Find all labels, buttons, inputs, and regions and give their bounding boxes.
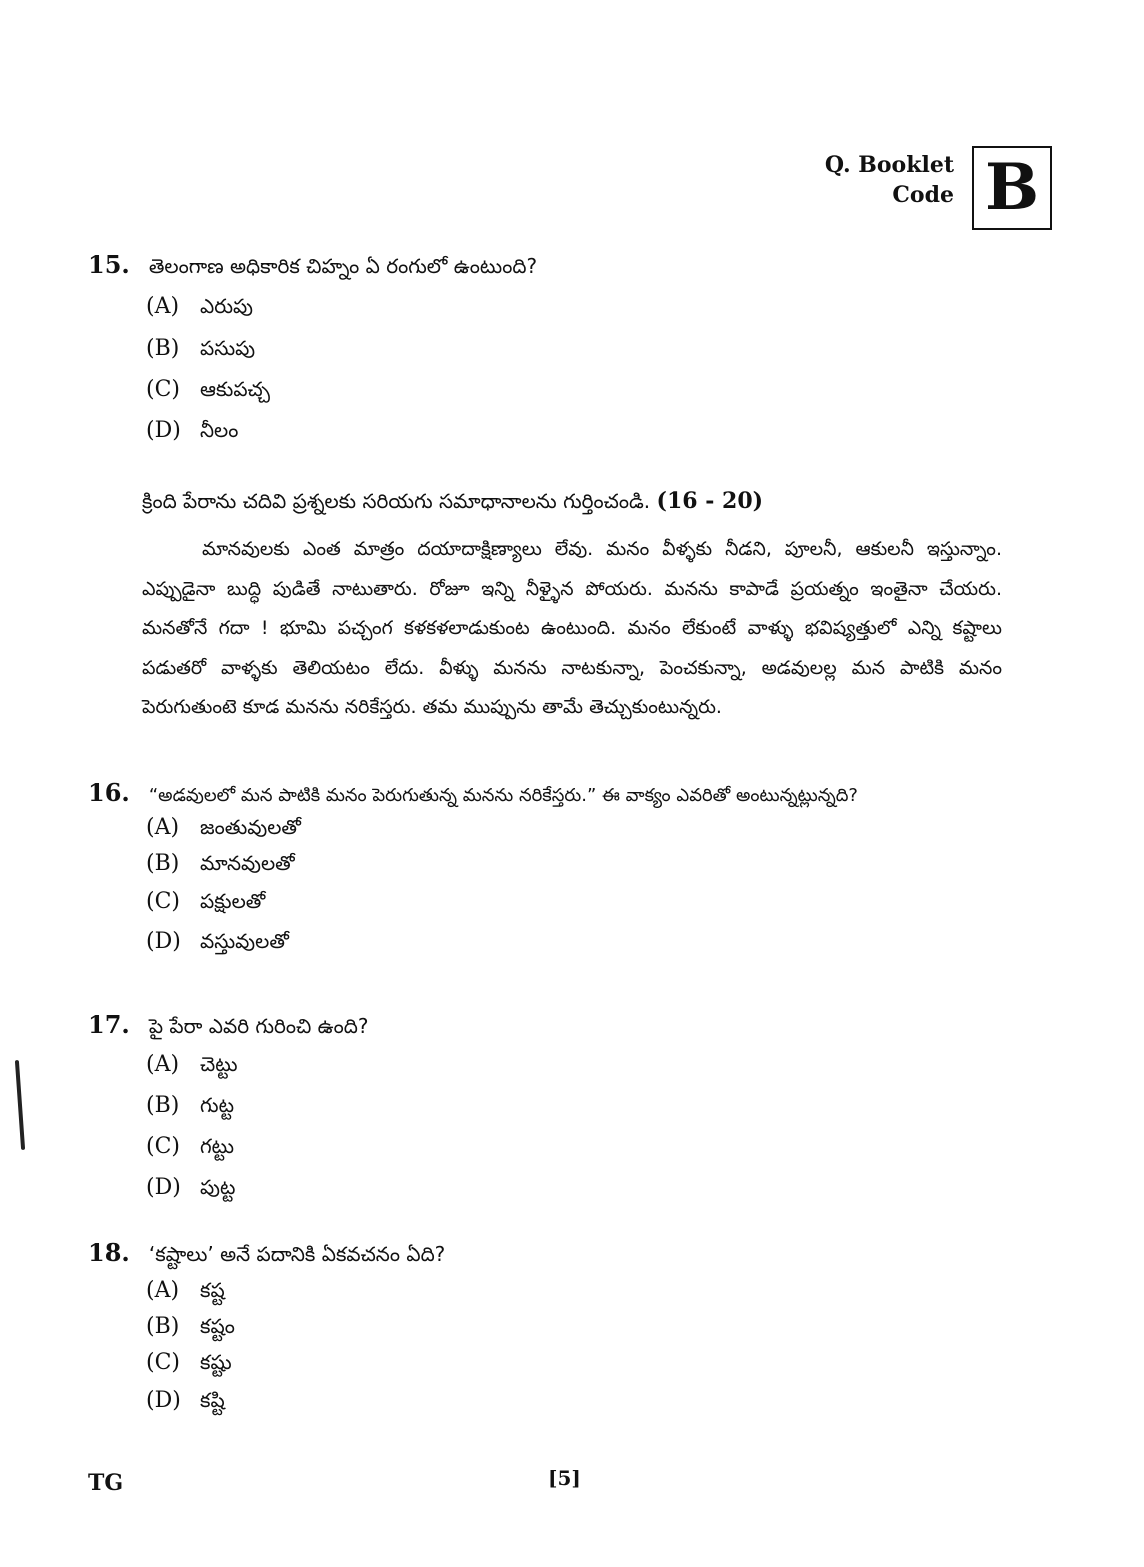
option-15-b	[146, 336, 255, 365]
option-17-a	[146, 1052, 238, 1081]
option-letter: (B)	[146, 336, 180, 361]
option-text: జంతువులతో	[200, 815, 301, 839]
booklet-code-letter: B	[984, 150, 1040, 225]
question-number: 18.	[88, 1238, 130, 1267]
passage-instruction	[142, 488, 763, 518]
option-18-b	[146, 1314, 235, 1343]
option-letter: (D)	[146, 418, 181, 443]
question-number: 15.	[88, 250, 130, 279]
option-text: చెట్టు	[200, 1052, 238, 1076]
option-letter: (B)	[146, 1093, 180, 1118]
option-letter: (B)	[146, 851, 180, 876]
option-16-d	[146, 929, 289, 958]
option-15-a	[146, 294, 253, 323]
question-18	[88, 1238, 445, 1271]
question-16	[88, 778, 1088, 810]
option-letter: (A)	[146, 1278, 180, 1303]
booklet-label-line1: Q. Booklet	[824, 152, 954, 178]
option-18-a	[146, 1278, 225, 1307]
option-15-c	[146, 377, 270, 406]
option-letter: (C)	[146, 377, 180, 402]
option-letter: (B)	[146, 1314, 180, 1339]
option-text: ఎరుపు	[200, 294, 253, 318]
option-letter: (A)	[146, 1052, 180, 1077]
instruction-text: క్రింది పేరాను చదివి ప్రశ్నలకు సరియగు సమాధానాలను గుర్తించండి.	[142, 489, 651, 513]
option-text: పసుపు	[200, 336, 256, 360]
booklet-code-box	[972, 146, 1052, 230]
option-text: పక్షులతో	[200, 889, 266, 913]
booklet-label-line2: Code	[892, 182, 954, 208]
option-16-a	[146, 815, 301, 844]
option-18-d	[146, 1388, 225, 1417]
option-text: వస్తువులతో	[200, 929, 289, 953]
booklet-code-label	[825, 150, 954, 210]
option-letter: (A)	[146, 815, 180, 840]
option-text: కష్టి	[200, 1388, 225, 1412]
question-number: 16.	[88, 778, 130, 807]
option-15-d	[146, 418, 238, 447]
option-17-c	[146, 1134, 234, 1163]
question-17	[88, 1010, 369, 1043]
option-text: కష్ట	[200, 1278, 225, 1302]
option-letter: (C)	[146, 889, 180, 914]
option-16-c	[146, 889, 265, 918]
option-16-b	[146, 851, 295, 880]
option-text: ఆకుపచ్చ	[200, 377, 270, 401]
option-text: గుట్ట	[200, 1093, 235, 1117]
question-text: తెలంగాణ అధికారిక చిహ్నం ఏ రంగులో ఉంటుంది?	[148, 254, 538, 278]
option-17-b	[146, 1093, 234, 1122]
scan-edge-mark	[15, 1060, 25, 1150]
page-number: [5]	[548, 1466, 581, 1490]
question-text: “అడవులలో మన పాటికి మనం పెరుగుతున్న మనను నరికేస్తరు.” ఈ వాక్యం ఎవరితో అంటున్నట్లున్నది?	[148, 785, 858, 806]
option-letter: (C)	[146, 1134, 180, 1159]
question-15	[88, 250, 537, 283]
question-text: పై పేరా ఎవరి గురించి ఉంది?	[148, 1014, 369, 1038]
option-letter: (D)	[146, 929, 181, 954]
option-text: పుట్ట	[200, 1175, 236, 1199]
option-text: కష్టు	[200, 1350, 232, 1374]
option-18-c	[146, 1350, 232, 1379]
option-text: గట్టు	[200, 1134, 235, 1158]
option-text: మానవులతో	[200, 851, 295, 875]
option-letter: (C)	[146, 1350, 180, 1375]
option-text: నీలం	[200, 418, 239, 442]
question-text: ‘కష్టాలు’ అనే పదానికి ఏకవచనం ఏది?	[148, 1242, 446, 1266]
footer-code: TG	[88, 1470, 124, 1496]
option-letter: (D)	[146, 1388, 181, 1413]
question-number: 17.	[88, 1010, 130, 1039]
option-text: కష్టం	[200, 1314, 235, 1338]
instruction-range: (16 - 20)	[656, 488, 764, 514]
option-letter: (A)	[146, 294, 180, 319]
option-letter: (D)	[146, 1175, 181, 1200]
reading-passage: మానవులకు ఎంత మాత్రం దయాదాక్షిణ్యాలు లేవు. మనం వీళ్ళకు నీడని, పూలనీ, ఆకులనీ ఇస్తున్నాం. ఎప్పుడైనా బుద్ధి పుడితే నాటుతారు. రోజూ ఇన్ని నీళ్ళైన పోయరు. మనను కాపాడే ప్రయత్నం ఇంతైనా చేయరు. మనతోనే గదా ! భూమి పచ్చంగ కళకళలాడుకుంట ఉంటుంది. మనం లేకుంటే వాళ్ళు భవిష్యత్తులో ఎన్ని కష్టాలు పడుతరో వాళ్ళకు తెలియటం లేదు. వీళ్ళు మనను నాటకున్నా, పెంచకున్నా, అడవులల్ల మన పాటికి మనం పెరుగుతుంటె కూడ మనను నరికేస్తరు. తమ ముప్పును తామే తెచ్చుకుంటున్నరు.	[142, 538, 1002, 719]
option-17-d	[146, 1175, 235, 1204]
